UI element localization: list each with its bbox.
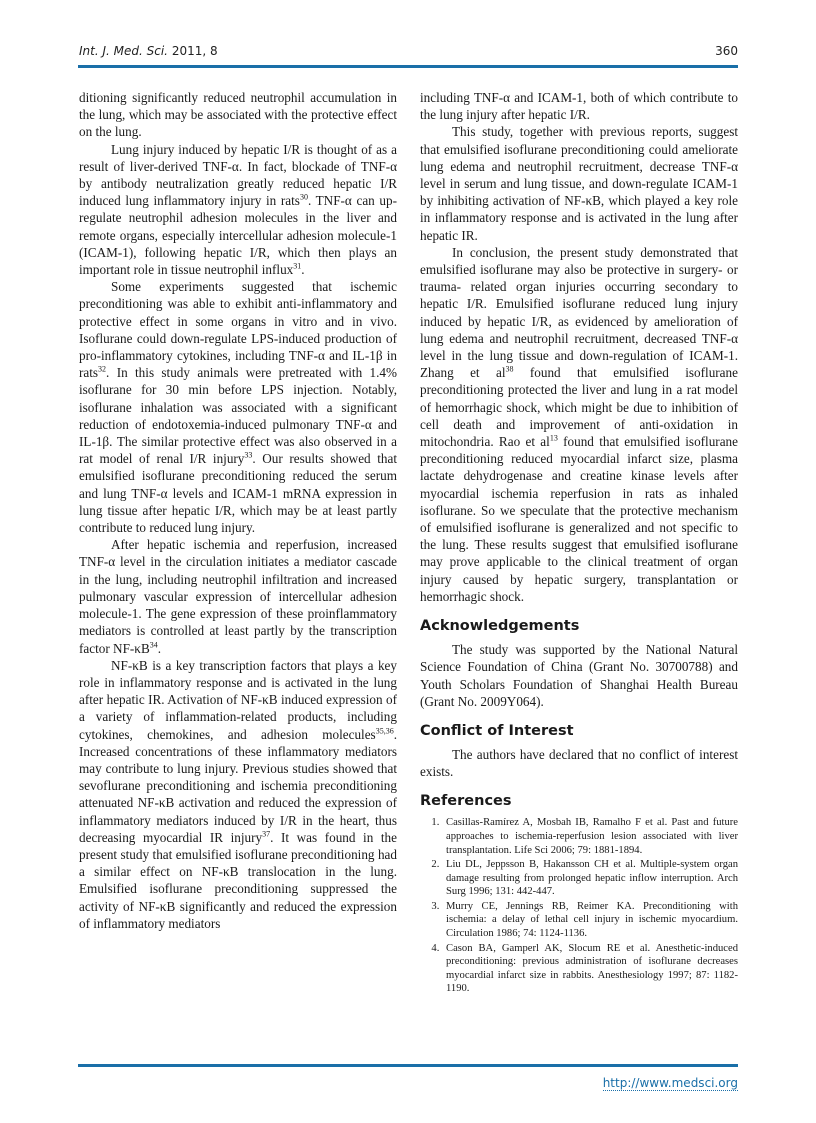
body-paragraph: including TNF-α and ICAM-1, both of which contribute to the lung injury after hepatic I/R. (420, 90, 738, 123)
citation-superscript: 33 (244, 450, 253, 460)
footer-rule (78, 1064, 738, 1067)
references-heading: References (420, 793, 512, 810)
right-column (420, 89, 738, 997)
citation-superscript: 31 (293, 261, 302, 271)
body-paragraph: ditioning significantly reduced neutrophil accumulation in the lung, which may be associated with the protective effect on the lung. (79, 90, 397, 140)
journal-name: Int. J. Med. Sci. (79, 44, 168, 58)
acknowledgements-heading: Acknowledgements (420, 618, 580, 635)
reference-item: 2. Liu DL, Jeppsson B, Hakansson CH et al. Multiple-system organ damage resulting from prolonged hepatic inflow interruption. Arch Surg 1996; 131: 442-447. (442, 858, 738, 899)
body-paragraph: NF-κB is a key transcription factors that plays a key role in inflammatory response and is activated in the lung after hepatic IR. Activation of NF-κB induced expression of a variety of inflammation-related products, including cytokines, chemokines, and adhesion molecules$^{35,36}$. Increased concentrations of these inflammatory mediators may contribute to lung injury. Previous studies showed that sevoflurane preconditioning and ischemia preconditioning attenuated NF-κB activation and reduced the expression of inflammatory mediators induced by I/R in the heart, thus decreasing myocardial IR injury$^{37}$. It was found in the present study that emulsified isoflurane preconditioning had a similar effect on NF-κB translocation in the lung. Emulsified isoflurane preconditioning suppressed the activity of NF-κB significantly and reduced the expression of inflammatory mediators (79, 657, 398, 931)
reference-item: 1. Casillas-Ramírez A, Mosbah IB, Ramalho F et al. Past and future approaches to ischemia-reperfusion lesion associated with liver transplantation. Life Sci 2006; 79: 1881-1894. (442, 816, 738, 857)
header-rule (78, 65, 738, 68)
reference-item: 4. Cason BA, Gamperl AK, Slocum RE et al. Anesthetic-induced preconditioning: previous administration of isoflurane decreases myocardial infarct size in rabbits. Anesthesiology 1997; 87: 1182-1190. (442, 942, 738, 996)
year-volume: 2011, 8 (171, 44, 218, 58)
acknowledgements-text: The study was supported by the National Natural Science Foundation of China (Grant No. 30700788) and Youth Scholars Foundation of Shanghai Health Bureau (Grant No. 2009Y064). (420, 642, 738, 709)
body-paragraph: This study, together with previous reports, suggest that emulsified isoflurane preconditioning could ameliorate lung edema and neutrophil recruitment, decrease TNF-α level in serum and lung tissue, and down-regulate ICAM-1 by inhibiting activation of NF-κB, which played a key role in inflammatory response and is activated in the lung after hepatic IR. (420, 124, 738, 243)
running-header-journal (79, 44, 218, 58)
citation-superscript: 35,36 (375, 726, 394, 736)
citation-superscript: 30 (299, 192, 308, 202)
right-body-text (420, 89, 738, 605)
left-column (79, 89, 397, 932)
reference-item: 3. Murry CE, Jennings RB, Reimer KA. Preconditioning with ischemia: a delay of lethal cell injury in ischemic myocardium. Circulation 1986; 74: 1124-1136. (442, 900, 738, 941)
citation-superscript: 37 (262, 829, 271, 839)
body-paragraph: Some experiments suggested that ischemic preconditioning was able to exhibit anti-inflammatory and protective effect in some organs in vitro and in vivo. Isoflurane could down-regulate LPS-induced production of pro-inflammatory cytokines, including TNF-α and IL-1β in rats$^{32}$. In this study animals were pretreated with 1.4% isoflurane for 30 min before LPS injection. Notably, isoflurane inhalation was associated with a significant reduction of endotoxemia-induced pulmonary TNF-α and IL-1β. The similar protective effect was also observed in a rat model of renal I/R injury$^{33}$. Our results showed that emulsified isoflurane preconditioning reduced the serum and lung TNF-α levels and ICAM-1 mRNA expression in lung tissue after hepatic I/R, which may be at least partly contribute to reduced lung injury. (79, 279, 397, 536)
citation-superscript: 38 (505, 364, 514, 374)
citation-superscript: 32 (98, 364, 107, 374)
page-number: 360 (715, 44, 738, 58)
conflict-text: The authors have declared that no conflict of interest exists. (420, 746, 738, 780)
journal-website-link[interactable]: http://www.medsci.org (602, 1076, 738, 1090)
body-paragraph: In conclusion, the present study demonstrated that emulsified isoflurane may also be protective in surgery- or trauma- related organ injuries occurring secondary to hepatic I/R. Emulsified isoflurane reduced lung injury induced by hepatic I/R, as evidenced by amelioration of lung edema and neutrophil recruitment, decreased TNF-α level in the lung tissue and down-regulation of ICAM-1. Zhang et $al^{38}$ found that emulsified isoflurane preconditioning protected the liver and lung in a rat model of hemorrhagic shock, which might be due to inhibition of cell death and improvement of anti-oxidation in mitochondria. Rao et $al^{13}$ found that emulsified isoflurane preconditioning reduced myocardial infarct size, plasma lactate dehydrogenase and creatine kinase levels after myocardial ischemia reperfusion in rats as inhaled isoflurane. So we speculate that the protective mechanism of emulsified isoflurane is generalized and not specific to the lung. These results suggest that emulsified isoflurane may prove applicable to the clinical treatment of organ injury caused by hepatic surgery, transplantation or hemorrhagic shock. (420, 244, 738, 604)
body-paragraph: Lung injury induced by hepatic I/R is thought of as a result of liver-derived TNF-α. In fact, blockade of TNF-α by antibody neutralization greatly reduced hepatic I/R induced lung inflammatory injury in rats$^{30}$. TNF-α can up-regulate neutrophil adhesion molecules in the liver and remote organs, especially intercellular adhesion molecule-1 (ICAM-1), following hepatic I/R, which then plays an important role in tissue neutrophil influx$^{31}$. (79, 141, 397, 278)
body-paragraph: After hepatic ischemia and reperfusion, increased TNF-α level in the circulation initiates a mediator cascade in the lung, including neutrophil infiltration and increased pulmonary vascular expression of intercellular adhesion molecule-1. The gene expression of these proinflammatory mediators is controlled at least partly by the transcription factor $NF-\kappa B^{34}$. (79, 537, 397, 656)
reference-list (420, 816, 738, 996)
conflict-heading: Conflict of Interest (420, 722, 574, 739)
citation-superscript: 13 (549, 433, 558, 443)
citation-superscript: 34 (149, 640, 158, 650)
